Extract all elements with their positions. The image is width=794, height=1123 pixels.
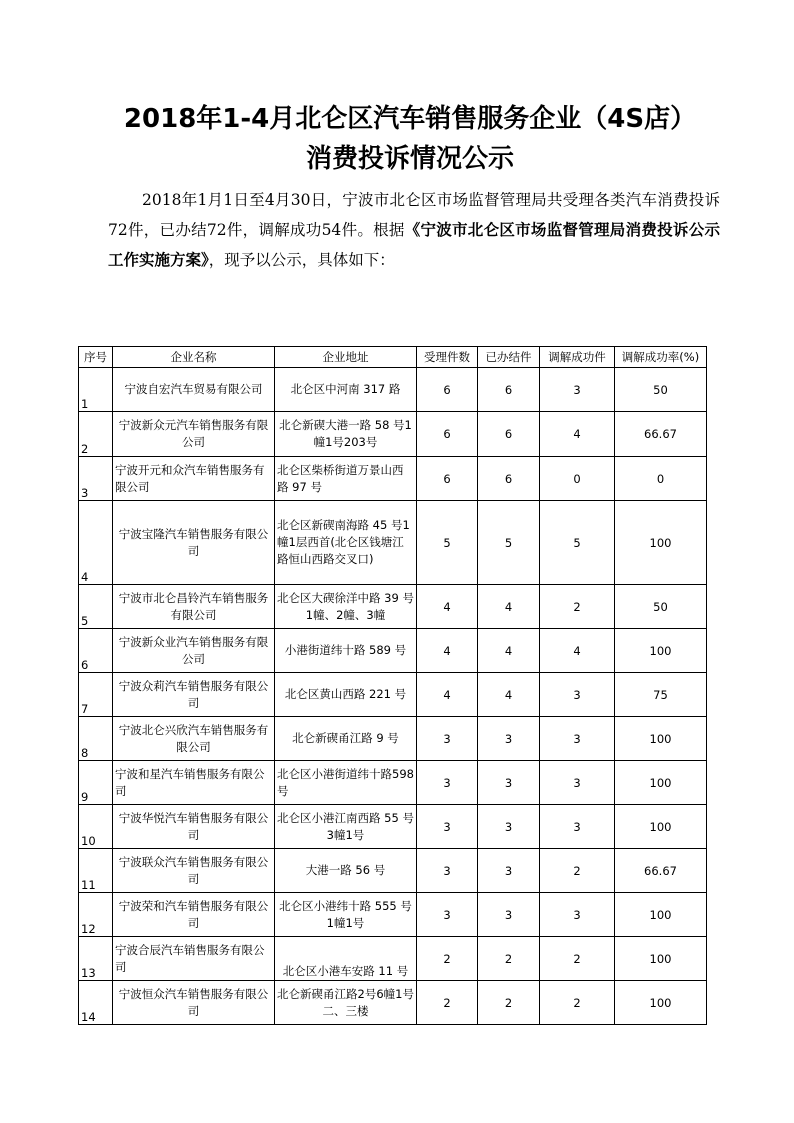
- cell-closed: 3: [478, 893, 540, 937]
- cell-accepted: 6: [417, 368, 478, 412]
- table-row: [79, 805, 707, 849]
- cell-closed: 6: [478, 368, 540, 412]
- cell-company-address: 北仑区柴桥街道万景山西路 97 号: [275, 457, 417, 501]
- header-success: 调解成功件: [540, 347, 615, 368]
- cell-accepted: 3: [417, 805, 478, 849]
- cell-success-rate: 50: [615, 368, 707, 412]
- cell-closed: 4: [478, 673, 540, 717]
- document-title-line2: 消费投诉情况公示: [305, 144, 514, 174]
- table-row: [79, 849, 707, 893]
- cell-accepted: 6: [417, 457, 478, 501]
- cell-success: 3: [540, 368, 615, 412]
- cell-closed: 3: [478, 849, 540, 893]
- cell-success-rate: 100: [615, 501, 707, 585]
- cell-success: 0: [540, 457, 615, 501]
- intro-doc-name: 《宁波市北仑区市场监督管理局消费投诉公示工作实施方案》: [108, 220, 720, 269]
- cell-accepted: 3: [417, 893, 478, 937]
- cell-success: 3: [540, 761, 615, 805]
- cell-company-name: 宁波开元和众汽车销售服务有限公司: [113, 457, 275, 501]
- cell-company-address: 小港街道纬十路 589 号: [275, 629, 417, 673]
- cell-seq: 5: [79, 585, 113, 629]
- cell-company-name: 宁波新众元汽车销售服务有限公司: [113, 412, 275, 457]
- cell-accepted: 2: [417, 981, 478, 1025]
- cell-seq: 3: [79, 457, 113, 501]
- cell-success-rate: 66.67: [615, 849, 707, 893]
- cell-company-address: 北仑区大碶徐洋中路 39 号1幢、2幢、3幢: [275, 585, 417, 629]
- cell-success-rate: 100: [615, 981, 707, 1025]
- cell-success: 3: [540, 717, 615, 761]
- cell-seq: 11: [79, 849, 113, 893]
- cell-company-address: 北仑新碶甬江路2号6幢1号二、三楼: [275, 981, 417, 1025]
- cell-seq: 14: [79, 981, 113, 1025]
- cell-company-address: 北仑区小港车安路 11 号: [275, 937, 417, 981]
- cell-company-address: 北仑区小港江南西路 55 号3幢1号: [275, 805, 417, 849]
- cell-success: 3: [540, 893, 615, 937]
- cell-company-name: 宁波荣和汽车销售服务有限公司: [113, 893, 275, 937]
- cell-success: 2: [540, 937, 615, 981]
- cell-company-name: 宁波华悦汽车销售服务有限公司: [113, 805, 275, 849]
- table-header-row: [79, 347, 707, 368]
- cell-accepted: 5: [417, 501, 478, 585]
- cell-company-name: 宁波北仑兴欣汽车销售服务有限公司: [113, 717, 275, 761]
- intro-text-part1: 2018年1月1日至4月30日，宁波市北仑区市场监督管理局共受理各类汽车消费投诉72件，已办结72件，调解成功54件。根据: [108, 191, 720, 239]
- cell-success: 2: [540, 585, 615, 629]
- cell-company-name: 宁波宝隆汽车销售服务有限公司: [113, 501, 275, 585]
- cell-company-address: 北仑区中河南 317 路: [275, 368, 417, 412]
- cell-company-name: 宁波众莉汽车销售服务有限公司: [113, 673, 275, 717]
- table-row: [79, 368, 707, 412]
- table-row: [79, 673, 707, 717]
- header-company-address: 企业地址: [275, 347, 417, 368]
- cell-closed: 4: [478, 585, 540, 629]
- table-row: [79, 937, 707, 981]
- cell-company-name: 宁波联众汽车销售服务有限公司: [113, 849, 275, 893]
- cell-closed: 2: [478, 937, 540, 981]
- cell-accepted: 3: [417, 849, 478, 893]
- cell-accepted: 4: [417, 585, 478, 629]
- cell-company-address: 北仑区小港街道纬十路598 号: [275, 761, 417, 805]
- cell-success-rate: 100: [615, 805, 707, 849]
- cell-company-name: 宁波市北仑昌铃汽车销售服务有限公司: [113, 585, 275, 629]
- cell-accepted: 4: [417, 673, 478, 717]
- cell-company-name: 宁波自宏汽车贸易有限公司: [113, 368, 275, 412]
- cell-closed: 3: [478, 761, 540, 805]
- cell-company-address: 北仑新碶甬江路 9 号: [275, 717, 417, 761]
- table-row: [79, 981, 707, 1025]
- header-accepted: 受理件数: [417, 347, 478, 368]
- cell-seq: 1: [79, 368, 113, 412]
- table-row: [79, 761, 707, 805]
- cell-success-rate: 75: [615, 673, 707, 717]
- header-success-rate: 调解成功率(%): [615, 347, 707, 368]
- cell-seq: 4: [79, 501, 113, 585]
- cell-company-name: 宁波合辰汽车销售服务有限公司: [113, 937, 275, 981]
- cell-accepted: 4: [417, 629, 478, 673]
- cell-success-rate: 100: [615, 937, 707, 981]
- cell-success: 2: [540, 849, 615, 893]
- header-closed: 已办结件: [478, 347, 540, 368]
- cell-success-rate: 50: [615, 585, 707, 629]
- cell-accepted: 6: [417, 412, 478, 457]
- cell-success-rate: 100: [615, 893, 707, 937]
- cell-seq: 7: [79, 673, 113, 717]
- cell-success-rate: 100: [615, 761, 707, 805]
- cell-closed: 5: [478, 501, 540, 585]
- cell-seq: 8: [79, 717, 113, 761]
- cell-closed: 4: [478, 629, 540, 673]
- table-row: [79, 717, 707, 761]
- table-row: [79, 585, 707, 629]
- cell-seq: 10: [79, 805, 113, 849]
- cell-closed: 2: [478, 981, 540, 1025]
- cell-closed: 3: [478, 805, 540, 849]
- cell-success-rate: 100: [615, 629, 707, 673]
- table-row: [79, 893, 707, 937]
- cell-company-name: 宁波和星汽车销售服务有限公司: [113, 761, 275, 805]
- cell-seq: 2: [79, 412, 113, 457]
- cell-seq: 13: [79, 937, 113, 981]
- cell-success: 2: [540, 981, 615, 1025]
- cell-company-address: 北仑区新碶南海路 45 号1幢1层西首(北仑区钱塘江路恒山西路交叉口): [275, 501, 417, 585]
- cell-company-address: 北仑区黄山西路 221 号: [275, 673, 417, 717]
- cell-success-rate: 0: [615, 457, 707, 501]
- cell-company-address: 大港一路 56 号: [275, 849, 417, 893]
- cell-success-rate: 100: [615, 717, 707, 761]
- cell-company-address: 北仑新碶大港一路 58 号1幢1号203号: [275, 412, 417, 457]
- table-row: [79, 501, 707, 585]
- cell-seq: 6: [79, 629, 113, 673]
- cell-closed: 6: [478, 412, 540, 457]
- cell-success-rate: 66.67: [615, 412, 707, 457]
- intro-text-part2: ，现予以公示，具体如下：: [208, 251, 395, 269]
- cell-company-address: 北仑区小港纬十路 555 号1幢1号: [275, 893, 417, 937]
- cell-success: 3: [540, 805, 615, 849]
- cell-success: 4: [540, 629, 615, 673]
- cell-seq: 9: [79, 761, 113, 805]
- complaint-table: [78, 346, 707, 1025]
- cell-company-name: 宁波新众业汽车销售服务有限公司: [113, 629, 275, 673]
- cell-success: 5: [540, 501, 615, 585]
- header-seq: 序号: [79, 347, 113, 368]
- cell-success: 3: [540, 673, 615, 717]
- header-company-name: 企业名称: [113, 347, 275, 368]
- table-row: [79, 457, 707, 501]
- cell-accepted: 2: [417, 937, 478, 981]
- cell-seq: 12: [79, 893, 113, 937]
- document-title-line1: 2018年1-4月北仑区汽车销售服务企业（4S店）: [123, 104, 697, 134]
- cell-company-name: 宁波恒众汽车销售服务有限公司: [113, 981, 275, 1025]
- table-row: [79, 412, 707, 457]
- cell-accepted: 3: [417, 761, 478, 805]
- cell-closed: 6: [478, 457, 540, 501]
- table-row: [79, 629, 707, 673]
- cell-accepted: 3: [417, 717, 478, 761]
- intro-paragraph: [108, 185, 720, 275]
- cell-closed: 3: [478, 717, 540, 761]
- cell-success: 4: [540, 412, 615, 457]
